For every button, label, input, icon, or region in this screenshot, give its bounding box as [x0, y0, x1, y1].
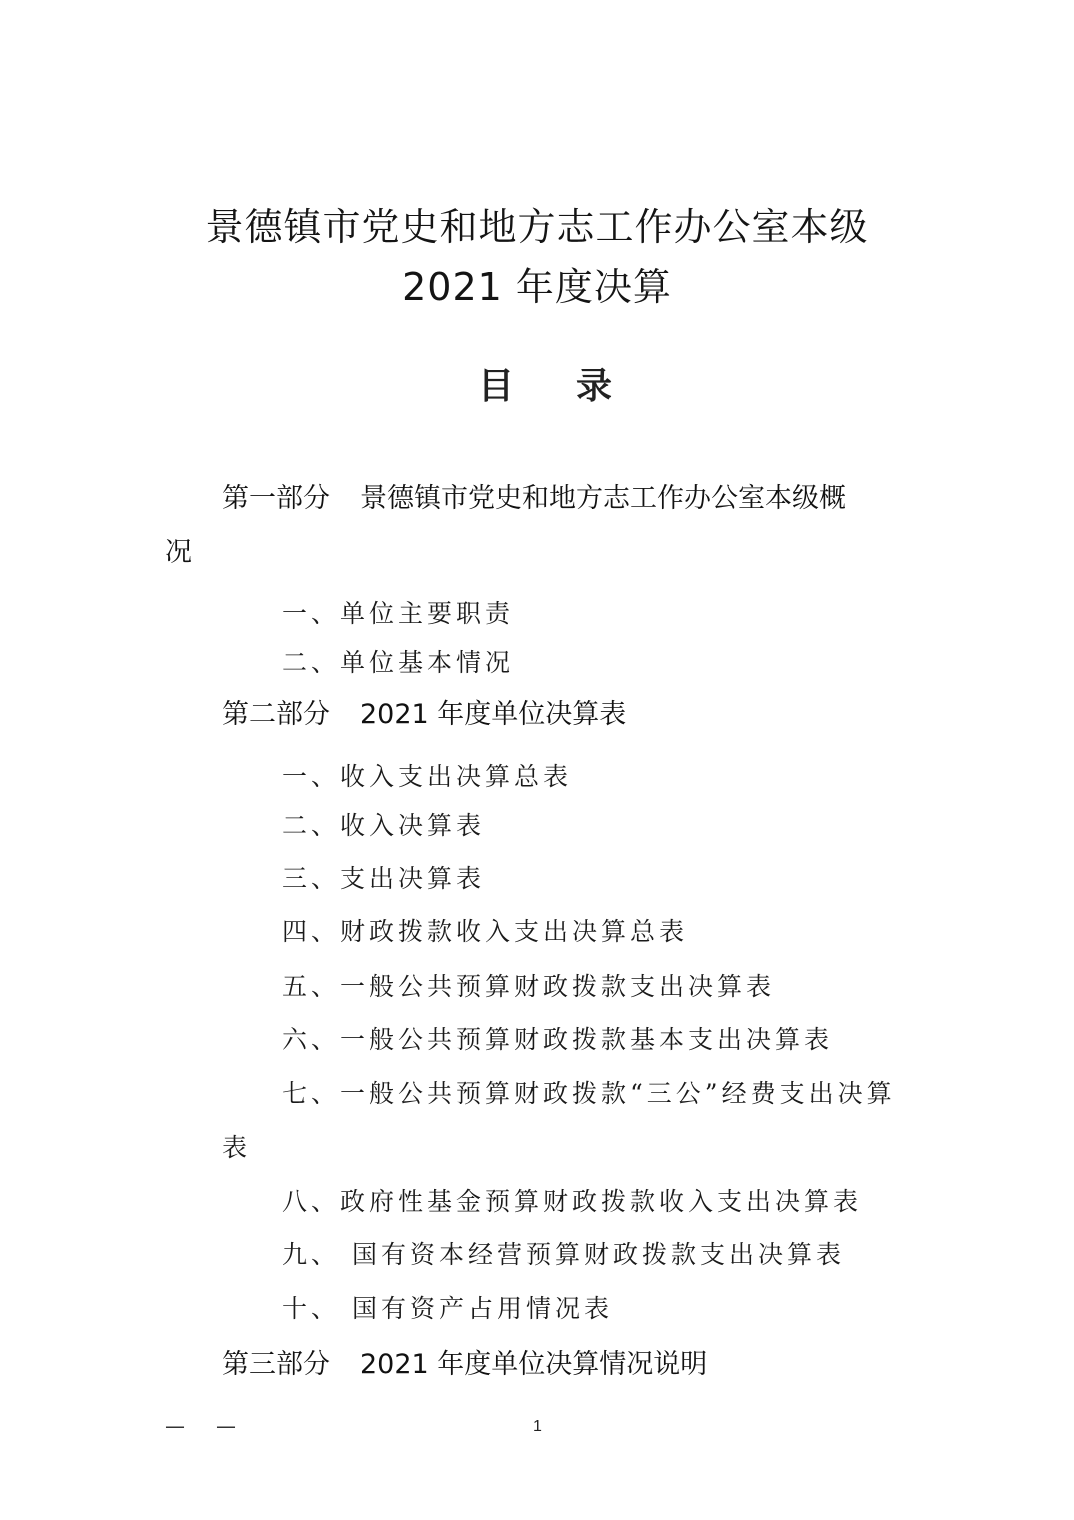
toc-item: 十、 国有资产占用情况表: [282, 1294, 613, 1323]
footer-dash-right: —: [216, 1414, 236, 1438]
part1-title-continued: 况: [165, 537, 192, 568]
toc-item: 二、单位基本情况: [282, 648, 515, 677]
toc-item: 八、政府性基金预算财政拨款收入支出决算表: [282, 1187, 863, 1216]
toc-heading-char-1: 目: [478, 365, 515, 407]
toc-item: 四、财政拨款收入支出决算总表: [282, 917, 689, 946]
toc-item-continued: 表: [222, 1133, 252, 1162]
part3-label: 第三部分: [222, 1349, 330, 1380]
toc-item: 一、单位主要职责: [282, 599, 515, 628]
part1-title: 景德镇市党史和地方志工作办公室本级概: [360, 483, 846, 514]
toc-item: 九、 国有资本经营预算财政拨款支出决算表: [282, 1240, 845, 1269]
document-title-line1: 景德镇市党史和地方志工作办公室本级: [205, 205, 869, 249]
part2-title: 2021 年度单位决算表: [360, 699, 627, 730]
toc-item: 六、一般公共预算财政拨款基本支出决算表: [282, 1025, 834, 1054]
part2-heading: [222, 692, 626, 731]
part1-label: 第一部分: [222, 483, 330, 514]
part3-title: 2021 年度单位决算情况说明: [360, 1349, 708, 1380]
page-number: 1: [533, 1418, 542, 1435]
toc-item: 二、收入决算表: [282, 811, 486, 840]
part2-label: 第二部分: [222, 699, 330, 730]
toc-item: 一、收入支出决算总表: [282, 762, 573, 791]
toc-heading-char-2: 录: [576, 365, 613, 407]
footer-dash-left: —: [165, 1414, 185, 1438]
document-title-line2: 2021 年度决算: [402, 265, 672, 309]
part1-heading: [222, 476, 846, 515]
toc-item: 七、一般公共预算财政拨款“三公”经费支出决算: [282, 1079, 896, 1108]
toc-item: 五、一般公共预算财政拨款支出决算表: [282, 972, 776, 1001]
toc-item: 三、支出决算表: [282, 864, 486, 893]
part3-heading: [222, 1342, 707, 1381]
toc-heading: [478, 358, 612, 409]
